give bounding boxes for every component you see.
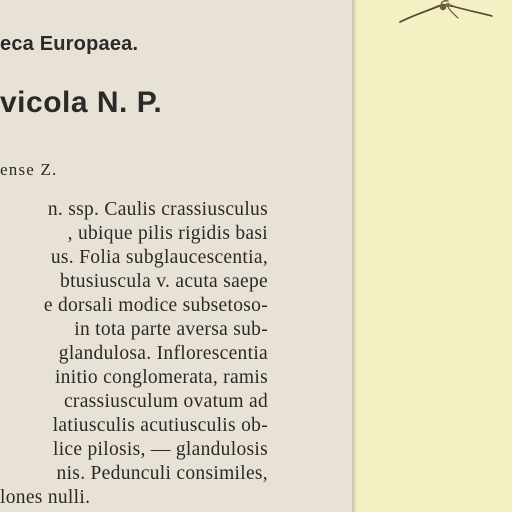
subtaxon-name: ense Z. (0, 160, 58, 179)
text-line: e dorsali modice subsetoso- (43, 295, 268, 316)
text-line: n. ssp. Caulis crassiusculus (47, 199, 268, 220)
text-line: glandulosa. Inflorescentia (58, 343, 268, 364)
description-text (0, 199, 268, 512)
text-line: , ubique pilis rigidis basi (67, 223, 268, 244)
text-line: lice pilosis, — glandulosis (52, 439, 268, 460)
herbarium-sheet (356, 0, 512, 512)
text-line: latiusculis acutiusculis ob- (52, 415, 268, 436)
text-line: btusiuscula v. acuta saepe (60, 271, 268, 292)
text-line: in tota parte aversa sub- (74, 319, 268, 340)
text-line: crassiusculum ovatum ad (63, 391, 268, 412)
taxon-name: vicola N. P. (0, 86, 163, 119)
plant-fiber (398, 0, 496, 26)
text-line: us. Folia subglaucescentia, (50, 247, 268, 268)
series-title: eca Europaea. (0, 33, 139, 55)
text-line: initio conglomerata, ramis (54, 367, 268, 388)
text-line: nis. Pedunculi consimiles, (56, 463, 268, 484)
text-line: lones nulli. (0, 487, 91, 508)
